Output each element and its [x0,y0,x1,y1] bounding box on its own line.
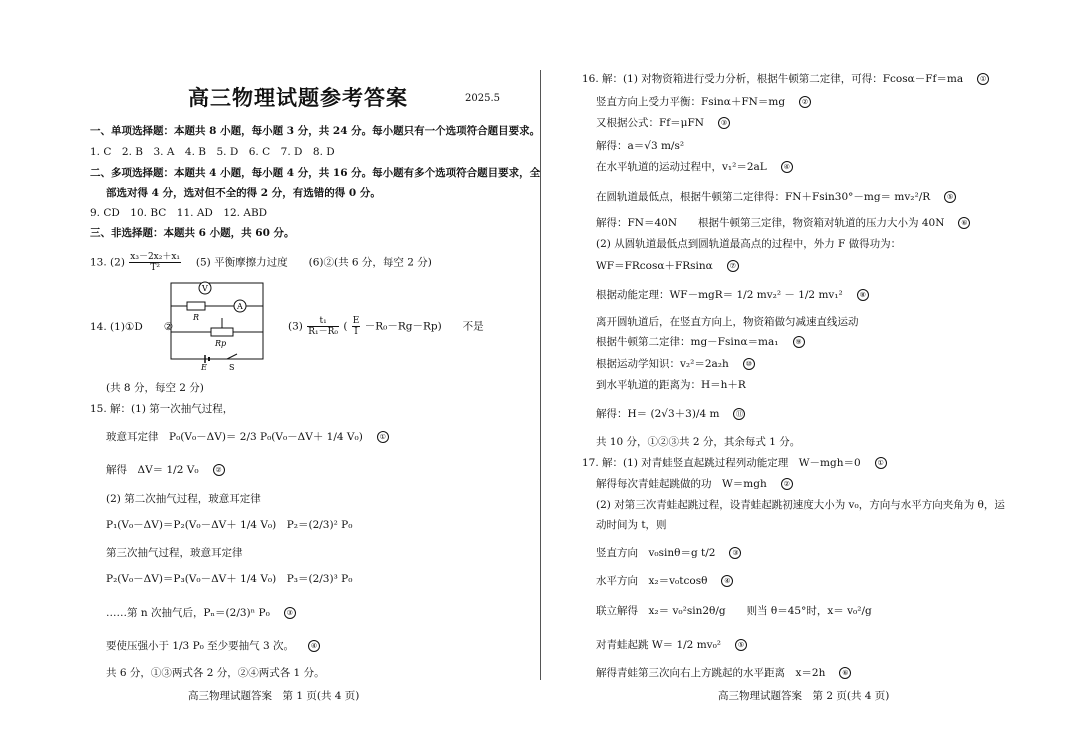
resistor-r [187,302,205,310]
q15-eq-3: ……第 n 次抽气后，Pₙ＝(2/3)ⁿ P₀ [106,607,270,619]
section-2-heading-cont: 部选对得 4 分，选对但不全的得 2 分，有选错的得 0 分。 [106,187,381,199]
q15-line-9 [106,639,320,653]
mark-2: ② [213,464,225,476]
switch-label: S [229,363,235,370]
mark-1: ① [977,73,989,85]
q15-line-5: P₁(V₀－ΔV)＝P₂(V₀－ΔV＋ 1/4 V₀) P₂＝(2/3)² P₀ [106,519,353,531]
q15-line-1: 15. 解：(1) 第一次抽气过程， [90,403,234,415]
mark-9: ⑨ [793,336,805,348]
q14-rest: －R₀－Rg－Rp) 不是 [364,320,484,333]
q14-fraction-2 [352,316,361,337]
q14-fraction-1 [307,316,339,337]
mark-7: ⑦ [727,260,739,272]
q16-line-3 [596,116,730,130]
page-title: 高三物理试题参考答案 [188,85,408,110]
q13-prefix: 13. (2) [90,256,125,269]
q14-part3 [288,316,484,337]
q15-line-6: 第三次抽气过程，玻意耳定律 [106,547,243,559]
q16-line-15 [596,407,745,421]
q17-line-5 [596,546,741,560]
mark-5: ⑤ [944,191,956,203]
q15-eq-2: 解得 ΔV＝ 1/2 V₀ [106,464,199,476]
q16-line-13 [596,357,755,371]
q13-fraction [129,252,181,273]
q14-f1-den: R₁－R₀ [308,327,338,337]
q14-f2-num: E [352,316,360,326]
q16-line-12 [596,335,805,349]
mark-3: ③ [718,117,730,129]
q14-part3-label: (3) [288,320,303,333]
q15-eq-4: 要使压强小于 1/3 P₀ 至少要抽气 3 次。 [106,640,295,652]
q16-eq-5: 在水平轨道的运动过程中，v₁²＝2aL [596,161,767,173]
q17-eq-5: 竖直方向 v₀sinθ＝g t/2 [596,547,716,559]
mark-4: ④ [781,161,793,173]
voltmeter-label: V [202,284,208,293]
q13-denominator: T² [150,263,160,273]
q16-line-11: 离开圆轨道后，在竖直方向上，物资箱做匀减速直线运动 [596,316,859,328]
q16-eq-6: 在圆轨道最低点，根据牛顿第二定律得：FN＋Fsin30°－mg＝ mv₂²/R [596,191,931,203]
q17-eq-9: 解得青蛙第三次向右上方跳起的水平距离 x＝2h [596,667,826,679]
resistor-label: R [193,313,200,322]
q14-paren: ( [343,320,348,333]
q16-score: 共 10 分，①②③共 2 分，其余每式 1 分。 [596,436,801,448]
q16-line-5 [596,160,793,174]
q16-line-14: 到水平轨道的距离为：H＝h＋R [596,379,746,391]
mark-2: ② [781,478,793,490]
q16-line-6 [596,190,956,204]
q13-rest: (5) 平衡摩擦力过度 (6)②(共 6 分，每空 2 分) [185,256,432,269]
section-2-answers: 9. CD 10. BC 11. AD 12. ABD [90,207,268,219]
section-1-answers: 1. C 2. B 3. A 4. B 5. D 6. C 7. D 8. D [90,146,335,158]
column-divider [540,70,541,680]
ammeter-label: A [237,302,243,311]
q16-eq-12: 根据牛顿第二定律：mg－Fsinα＝ma₁ [596,336,779,348]
q16-line-1 [582,72,989,86]
q15-line-10: 共 6 分，①③两式各 2 分，②④两式各 1 分。 [106,667,325,679]
q14-f1-num: t₁ [307,316,339,327]
q16-eq-13: 根据运动学知识：v₂²＝2a₂h [596,358,729,370]
mark-2: ② [799,96,811,108]
q13-numerator: x₃－2x₂＋x₁ [130,252,181,262]
q16-line-8: (2) 从圆轨道最低点到圆轨道最高点的过程中，外力 F 做得功为： [596,238,902,250]
section-3-heading: 三、非选择题：本题共 6 小题，共 60 分。 [90,227,295,239]
q17-line-2 [596,477,793,491]
q17-line-6 [596,574,733,588]
q15-line-4: (2) 第二次抽气过程，玻意耳定律 [106,493,261,505]
mark-6: ⑥ [958,217,970,229]
q17-line-1 [582,456,887,470]
q14-score: (共 8 分，每空 2 分) [106,382,204,394]
q16-eq-15: 解得：H＝ (2√3＋3)/4 m [596,408,720,420]
q15-line-3 [106,463,225,477]
mark-8: ⑧ [857,289,869,301]
battery-label: E [201,363,207,370]
section-1-heading: 一、单项选择题：本题共 8 小题，每小题 3 分，共 24 分。每小题只有一个选项符合题目要求。 [90,125,541,137]
q15-line-7: P₂(V₀－ΔV)＝P₃(V₀－ΔV＋ 1/4 V₀) P₃＝(2/3)³ P₀ [106,573,353,585]
q17-eq-6: 水平方向 x₂＝v₀tcosθ [596,575,708,587]
q14-f2-den: I [354,327,358,337]
circuit-diagram [165,278,270,370]
q16-line-2 [596,95,811,109]
section-2-heading: 二、多项选择题：本题共 4 小题，每小题 4 分，共 16 分。每小题有多个选项符合题目要求，全 [90,167,541,179]
q17-eq-2: 解得每次青蛙起跳做的功 W＝mgh [596,478,767,490]
mark-6: ⑥ [839,667,851,679]
mark-4: ④ [308,640,320,652]
exam-date: 2025.5 [465,93,500,104]
mark-11: ⑪ [733,408,745,420]
q17-line-3: (2) 对第三次青蛙起跳过程，设青蛙起跳初速度大小为 v₀，方向与水平方向夹角为 θ，运 [596,499,1005,511]
switch-icon [227,354,237,359]
q16-eq-10: 根据动能定理：WF－mgR＝ 1/2 mv₂² － 1/2 mv₁² [596,289,843,301]
mark-1: ① [377,431,389,443]
q15-eq-1: 玻意耳定律 P₀(V₀－ΔV)＝ 2/3 P₀(V₀－ΔV＋ 1/4 V₀) [106,431,363,443]
q16-line-9 [596,259,739,273]
mark-5: ⑤ [735,639,747,651]
mark-3: ③ [729,547,741,559]
footer-right: 高三物理试题答案 第 2 页(共 4 页) [718,690,890,702]
mark-4: ④ [721,575,733,587]
q13-answer [90,252,432,273]
q17-line-7: 联立解得 x₂＝ v₀²sin2θ/g 则当 θ＝45°时，x＝ v₀²/g [596,605,872,617]
q17-line-8 [596,638,747,652]
q16-eq-3: 又根据公式：Ff＝μFN [596,117,704,129]
q16-line-10 [596,288,869,302]
rheostat-rp [211,328,233,336]
q14-part1: 14. (1)①D ② [90,321,174,333]
q16-line-4: 解得：a＝√3 m/s² [596,140,685,152]
q16-eq-7: 解得：FN＝40N 根据牛顿第三定律，物资箱对轨道的压力大小为 40N [596,217,945,229]
q15-line-8 [106,606,296,620]
q15-line-2 [106,430,389,444]
rheostat-label: Rp [215,339,227,348]
mark-10: ⑩ [743,358,755,370]
q17-line-9 [596,666,851,680]
mark-3: ③ [284,607,296,619]
q16-eq-2: 竖直方向上受力平衡：Fsinα＋FN＝mg [596,96,786,108]
footer-left: 高三物理试题答案 第 1 页(共 4 页) [188,690,360,702]
q17-eq-1: 17. 解：(1) 对青蛙竖直起跳过程列动能定理 W－mgh＝0 [582,457,861,469]
q16-eq-1: 16. 解：(1) 对物资箱进行受力分析，根据牛顿第二定律，可得：Fcosα－Ff＝ma [582,73,964,85]
q17-line-4: 动时间为 t，则 [596,519,667,531]
mark-1: ① [875,457,887,469]
q17-eq-8: 对青蛙起跳 W＝ 1/2 mv₀² [596,639,722,651]
q16-eq-9: WF＝FRcosα＋FRsinα [596,260,713,272]
q16-line-7 [596,216,970,230]
